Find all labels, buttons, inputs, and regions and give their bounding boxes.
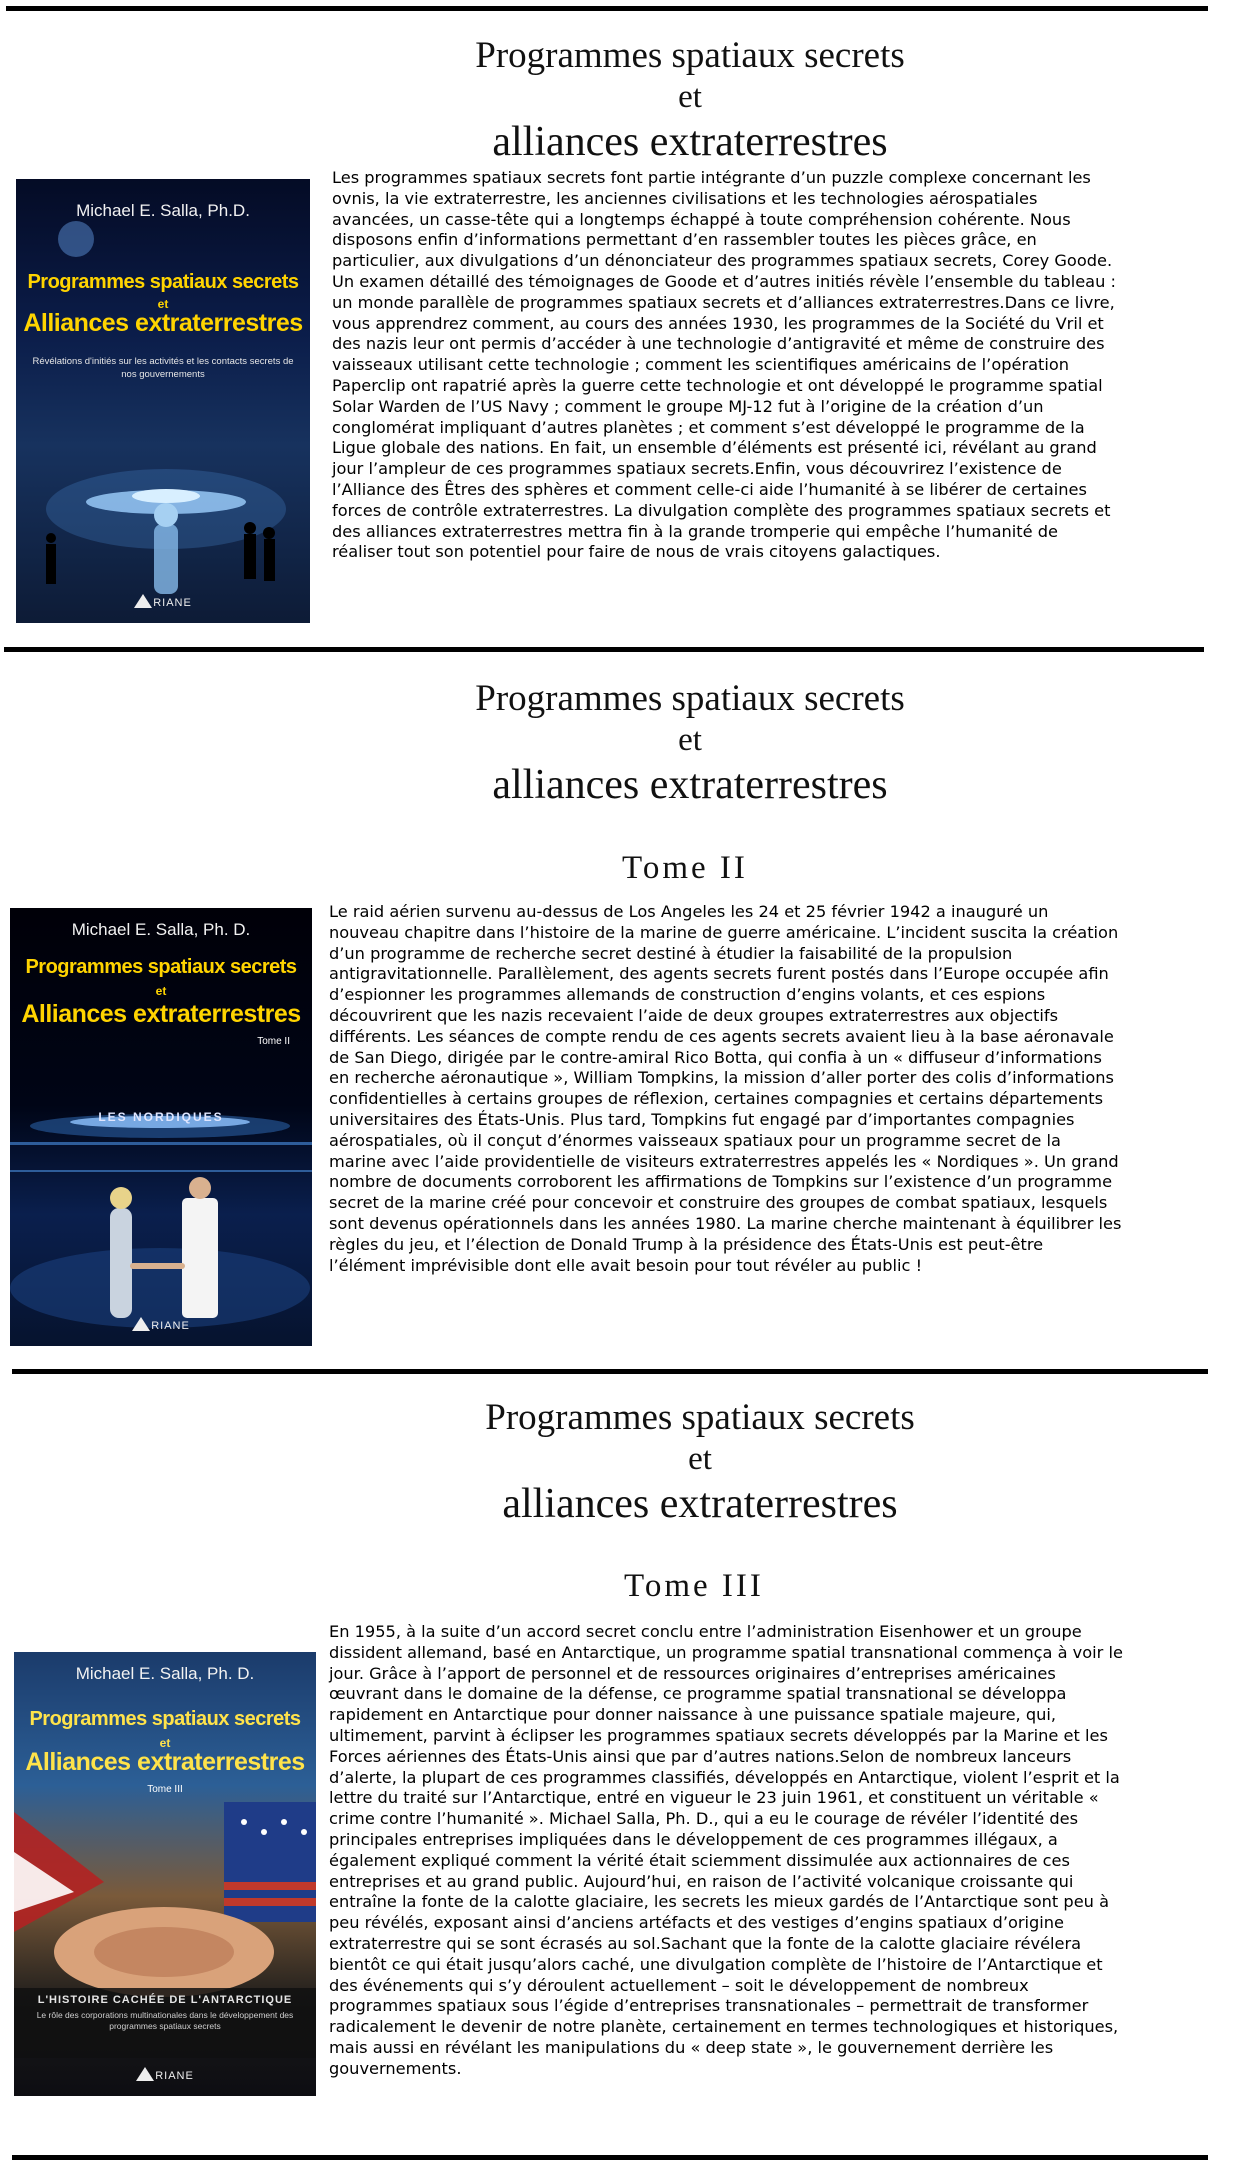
book-title-line1: Programmes spatiaux secrets (485, 1397, 915, 1438)
cover-subtitle: Révélations d'initiés sur les activités et les contacts secrets de nos gouvernements (32, 356, 294, 380)
cover-author: Michael E. Salla, Ph. D. (71, 920, 251, 939)
cover-author: Michael E. Salla, Ph.D. (76, 201, 250, 220)
cover-title-1: Programmes spatiaux secrets (25, 956, 297, 978)
book-title-line3: alliances extraterrestres (492, 762, 888, 808)
tome-heading: Tome II (622, 850, 748, 886)
cover-title-2: Alliances extraterrestres (21, 1000, 301, 1028)
book-title (450, 1396, 950, 1528)
publisher-name: RIANE (155, 2070, 194, 2082)
cover-band: LES NORDIQUES (98, 1110, 224, 1124)
book-title-line2: et (678, 79, 702, 115)
book-title (440, 34, 940, 166)
book-description: Le raid aérien survenu au-dessus de Los Angeles les 24 et 25 février 1942 a inauguré un nouveau chapitre dans l’histoire de la marine de guerre américaine. L’incident suscita la création d’un programme de recherche secret destiné à étudier la faisabilité de la propulsion antigravitationnelle. Parallèlement, des agents secrets furent postés dans l’Europe occupée afin d’espionner les programmes allemands de construction d’engins volants, et ces espions découvrirent que les nazis recevaient l’aide de deux groupes extraterrestres aux objectifs différents. Les séances de compte rendu de ces agents secrets avaient lieu à la base aéronavale de San Diego, dirigée par le contre-amiral Rico Botta, qui confia à un « diffuseur d’informations en recherche aéronautique », William Tompkins, la mission d’aller porter des colis d’informations confidentielles à certains groupes de réflexion, certaines compagnies et certains départements universitaires des États-Unis. Plus tard, Tompkins fut engagé par d’importantes compagnies aérospatiales, où il conçut d’énormes vaisseaux spatiaux pour un programme secret de la marine avec l’aide providentielle de visiteurs extraterrestres appelés les « Nordiques ». Un grand nombre de documents corroborent les affirmations de Tompkins sur l’existence d’un programme secret de la marine créé pour concevoir et construire des groupes de combat spatiaux, lesquels sont devenus opérationnels dans les années 1980. La marine cherche maintenant à équilibrer les règles du jeu, et l’élection de Donald Trump à la présidence des États-Unis est peut-être l’élément imprévisible dont elle avait besoin pour tout révéler au public ! (329, 902, 1122, 1275)
cover-band-subtitle: Le rôle des corporations multinationales dans le développement des programmes spatiaux secrets (36, 2010, 294, 2031)
publisher-logo (16, 594, 310, 609)
cover-tome-label: Tome III (147, 1784, 183, 1795)
book-description: Les programmes spatiaux secrets font partie intégrante d’un puzzle complexe concernant les ovnis, la vie extraterrestre, les anciennes civilisations et les technologies aérospatiales avancées, un casse-tête qui a longtemps échappé à toute compréhension cohérente. Nous disposons enfin d’informations permettant d’en rassembler toutes les pièces grâce, en particulier, aux divulgations d’un dénonciateur des programmes spatiaux secrets, Corey Goode. Un examen détaillé des témoignages de Goode et d’autres initiés révèle l’ensemble du tableau : un monde parallèle de programmes spatiaux secrets et d’alliances extraterrestres.Dans ce livre, vous apprendrez comment, au cours des années 1930, les programmes de la Société du Vril et des nazis leur ont permis d’accéder à une technologie d’antigravité et même de construire des vaisseaux utilisant cette technologie ; comment les scientifiques américains de l’opération Paperclip ont rapatrié après la guerre cette technologie et ont développé le programme spatial Solar Warden de l’US Navy ; comment le groupe MJ-12 fut à l’origine de la création d’un conglomérat impliquant d’autres planètes ; et comment s’est développé le programme de la Ligue globale des nations. En fait, un ensemble d’éléments est présenté ici, révélant au grand jour l’ampleur de ces programmes spatiaux secrets.Enfin, vous découvrirez l’existence de l’Alliance des Êtres des sphères et comment celle-ci aide l’humanité à se libérer de certaines forces de contrôle extraterrestres. La divulgation complète des programmes spatiaux secrets et des alliances extraterrestres mettra fin à la grande tromperie qui empêche l’humanité de réaliser tout son potentiel pour faire de nous de vrais citoyens galactiques. (332, 168, 1116, 562)
book-title-line1: Programmes spatiaux secrets (475, 35, 905, 76)
cover-title-et: et (157, 297, 169, 311)
book-description: En 1955, à la suite d’un accord secret conclu entre l’administration Eisenhower et un groupe dissident allemand, basé en Antarctique, un programme spatial transnational commença à voir le jour. Grâce à l’apport de personnel et de ressources originaires d’entreprises américaines œuvrant dans le domaine de la défense, ce programme spatial transnational se développa rapidement en Antarctique pour donner naissance à une puissance spatiale majeure, qui, ultimement, parvint à éclipser les programmes spatiaux secrets développés par la Marine et les Forces aériennes des États-Unis ainsi que par d’autres nations.Selon de nombreux lanceurs d’alerte, la plupart de ces programmes classifiés, développés en Antarctique, violent l’esprit et la lettre du traité sur l’Antarctique, entré en vigueur le 23 juin 1961, et constituent un véritable « crime contre l’humanité ». Michael Salla, Ph. D., qui a eu le courage de révéler l’identité des principales entreprises impliquées dans le développement de ces programmes illégaux, a également expliqué comment la vérité était sciemment dissimulée aux actionnaires de ces entreprises et au grand public. Aujourd’hui, en raison de l’activité volcanique croissante qui entraîne la fonte de la calotte glaciaire, les secrets les mieux gardés de l’Antarctique sont peu à peu révélés, exposant ainsi d’anciens artéfacts et des vestiges d’engins spatiaux d’origine extraterrestre qui se sont écrasés au sol.Sachant que la fonte de la calotte glaciaire révélera bientôt ce qui était jusqu’alors caché, une divulgation complète de l’histoire de l’Antarctique et des événements qui s’y déroulent actuellement – soit le développement de nombreux programmes spatiaux sous l’égide d’entreprises transnationales – permettrait de transformer radicalement le devenir de notre planète, certainement en termes technologiques et historiques, mais aussi en révélant les manipulations du « deep state », le gouvernement derrière les gouvernements. (329, 1622, 1123, 2078)
book-title-line3: alliances extraterrestres (492, 119, 888, 165)
book-title-line3: alliances extraterrestres (502, 1481, 898, 1527)
cover-title-et: et (155, 984, 167, 998)
triangle-icon (132, 1317, 150, 1331)
triangle-icon (134, 594, 152, 608)
cover-title-2: Alliances extraterrestres (25, 1748, 305, 1776)
cover-title-1: Programmes spatiaux secrets (27, 271, 299, 293)
book-title-line2: et (678, 722, 702, 758)
cover-title-1: Programmes spatiaux secrets (29, 1708, 301, 1730)
publisher-name: RIANE (153, 597, 192, 609)
book-cover-tome3[interactable] (14, 1652, 316, 2096)
cover-band: L'HISTOIRE CACHÉE DE L'ANTARCTIQUE (37, 1994, 293, 2006)
cover-title-et: et (159, 1736, 171, 1750)
tome-heading: Tome III (624, 1568, 764, 1604)
section-divider (6, 6, 1208, 11)
book-cover-tome2[interactable] (10, 908, 312, 1346)
book-cover-tome1[interactable] (16, 179, 310, 623)
book-title (440, 677, 940, 809)
publisher-name: RIANE (151, 1320, 190, 1332)
cover-tome-label: Tome II (257, 1036, 290, 1047)
publisher-logo (10, 1317, 312, 1332)
cover-author: Michael E. Salla, Ph. D. (75, 1664, 255, 1683)
book-title-line2: et (688, 1441, 712, 1477)
section-divider (12, 1369, 1208, 1374)
book-title-line1: Programmes spatiaux secrets (475, 678, 905, 719)
triangle-icon (136, 2067, 154, 2081)
cover-art (16, 179, 310, 623)
section-divider (4, 647, 1204, 652)
section-divider (12, 2155, 1208, 2160)
cover-title-2: Alliances extraterrestres (23, 309, 303, 337)
publisher-logo (14, 2067, 316, 2082)
